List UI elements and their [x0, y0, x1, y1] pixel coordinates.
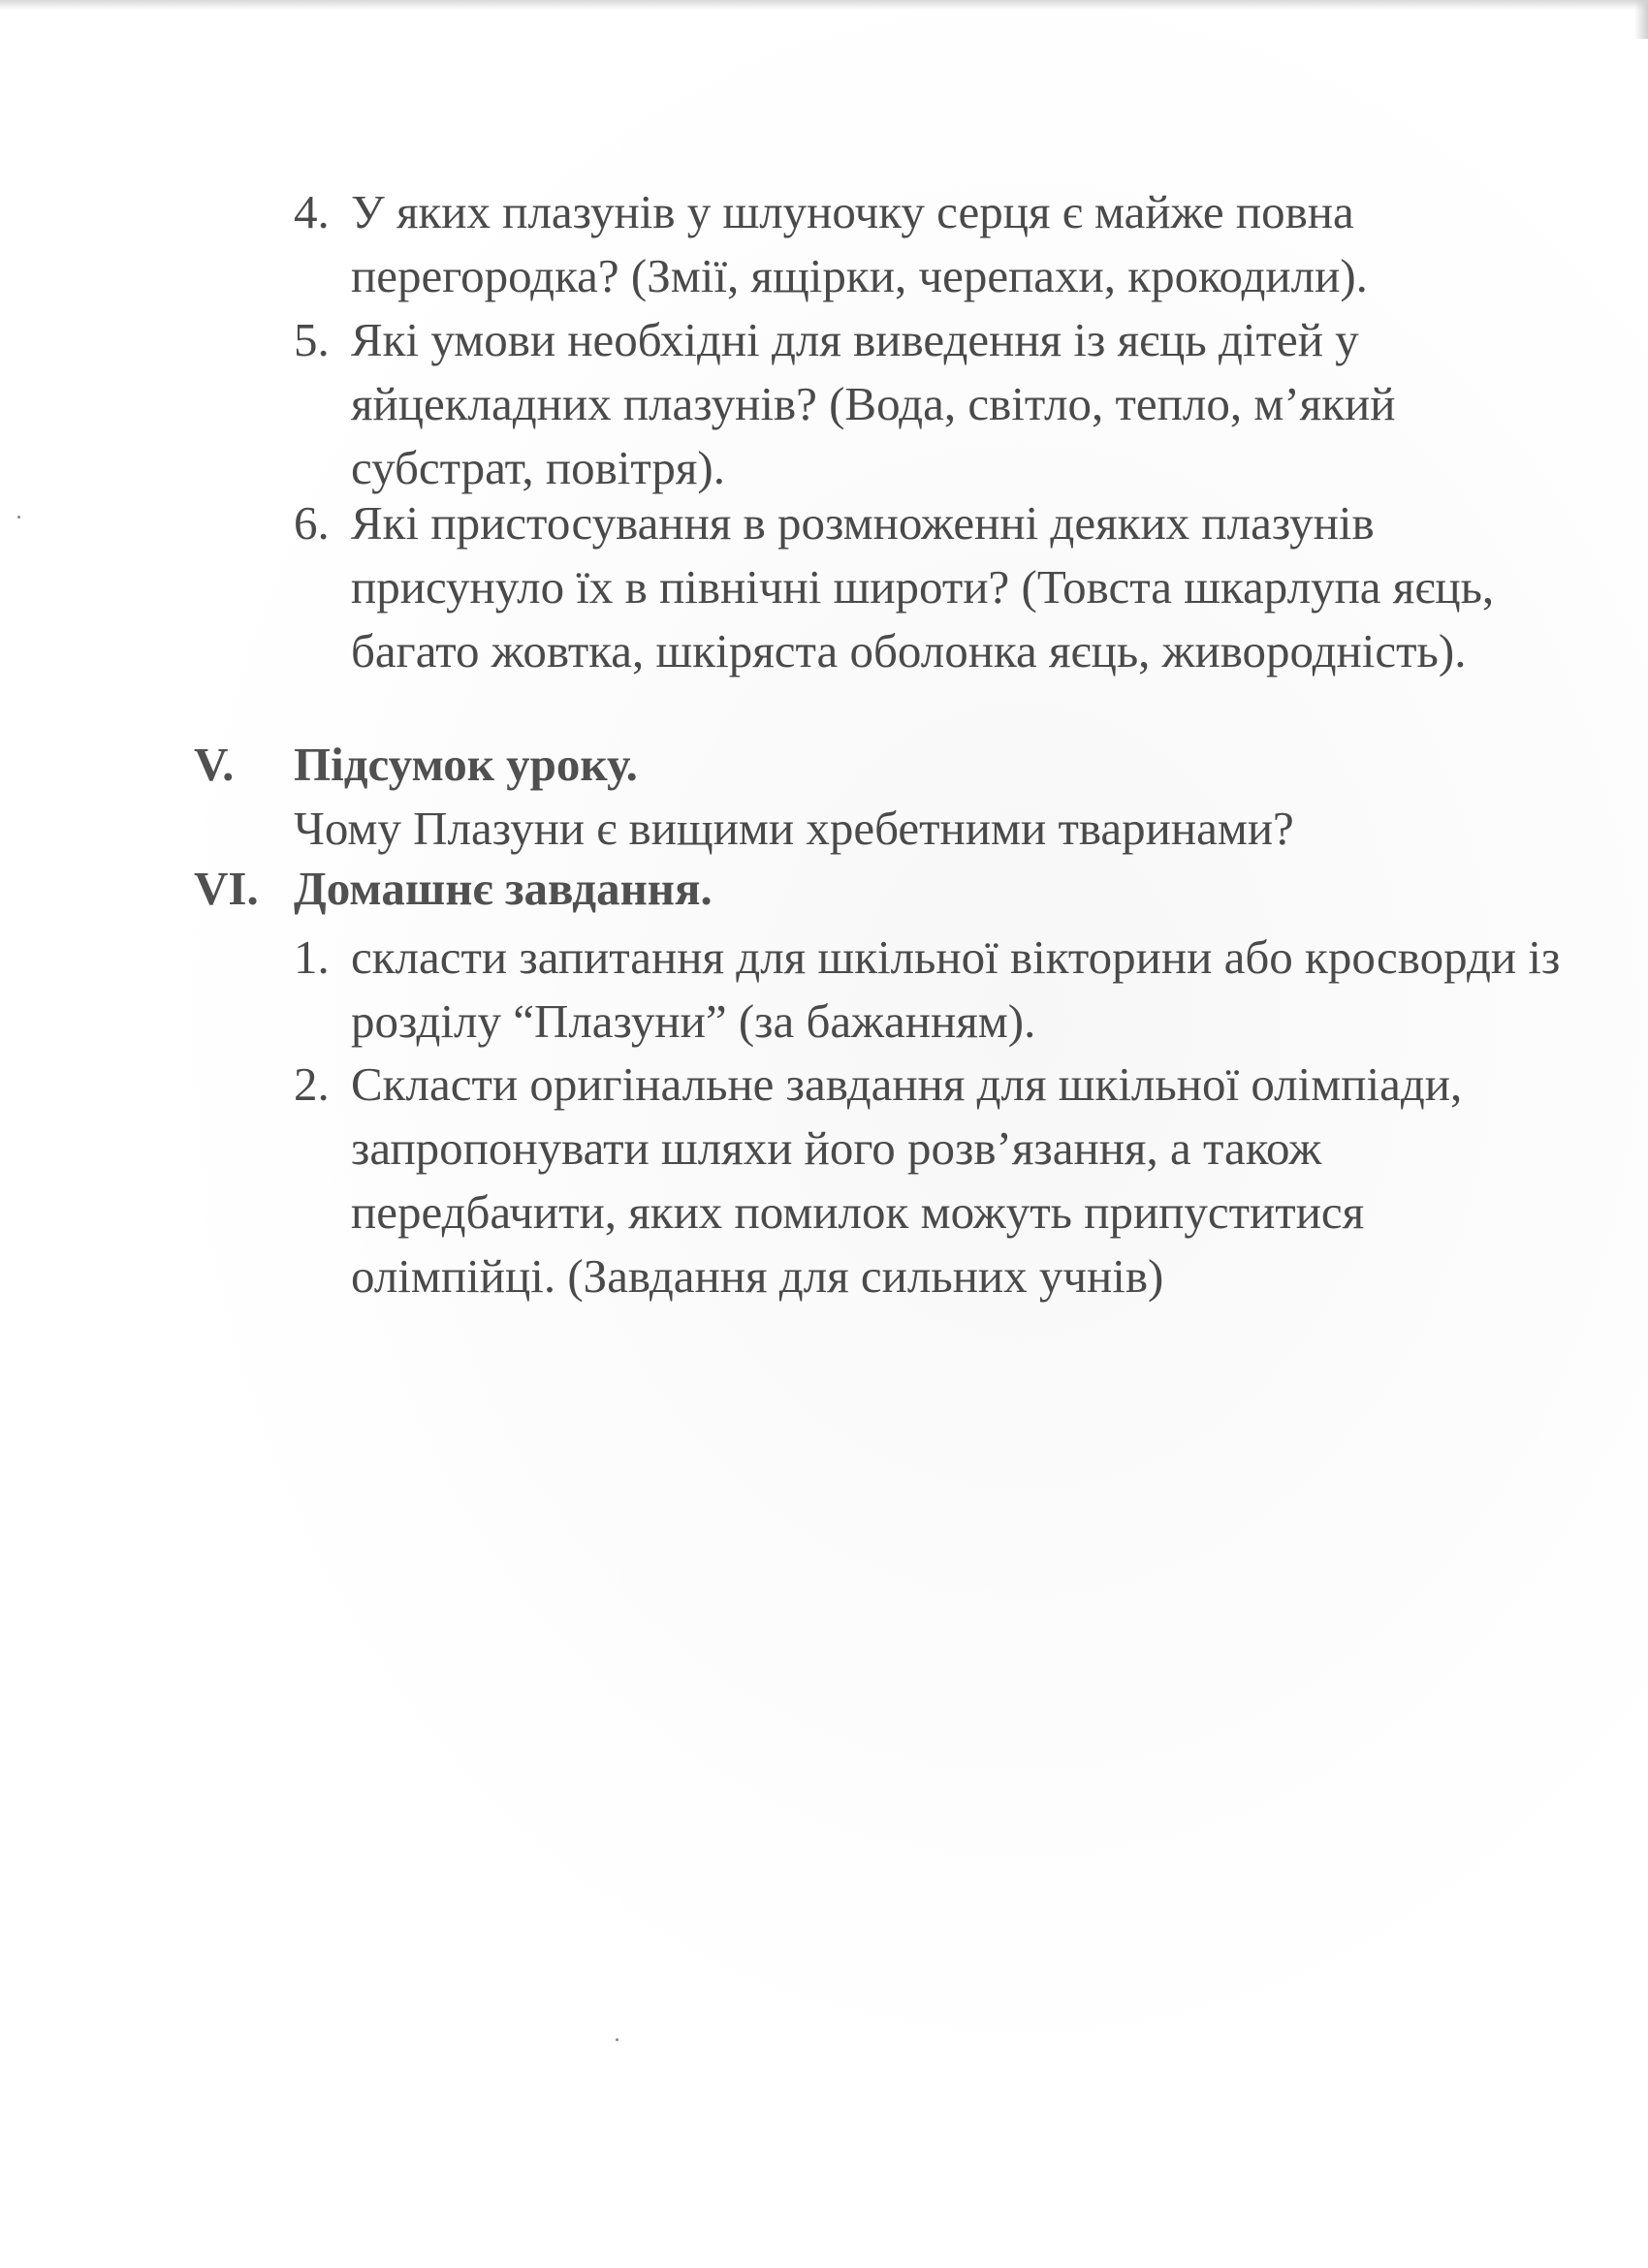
homework-text: скласти запитання для шкільної вікторини або кросворди із розділу “Плазуни” (за бажанням).: [351, 930, 1561, 1048]
homework-number: 2.: [294, 1057, 330, 1111]
summary-text: Чому Плазуни є вищими хребетними тваринами?: [294, 802, 1294, 855]
scan-speck: [17, 516, 20, 519]
section-title: Домашнє завдання.: [294, 862, 713, 915]
question-number: 4.: [294, 185, 330, 238]
question-text: У яких плазунів у шлуночку серця є майже повна перегородка? (Змії, ящірки, черепахи, крокодили).: [351, 185, 1368, 302]
homework-text: Скласти оригінальне завдання для шкільної олімпіади, запропонувати шляхи його розв’язання, а також передбачити, яких помилок можуть припуститися олімпійці. (Завдання для сильних учнів): [351, 1057, 1463, 1303]
question-text: Які умови необхідні для виведення із яєць дітей у яйцекладних плазунів? (Вода, світло, тепло, м’який субстрат, повітря).: [351, 313, 1396, 494]
homework-number: 1.: [294, 930, 330, 984]
question-number: 5.: [294, 313, 330, 366]
scan-speck: [616, 2038, 618, 2041]
section-title: Підсумок уроку.: [294, 738, 638, 791]
section-number: VI.: [194, 862, 259, 915]
question-text: Які пристосування в розмноженні деяких плазунів присунуло їх в північні широти? (Товста шкарлупа яєць, багато жовтка, шкіряста оболонка яєць, живородність).: [351, 496, 1495, 677]
section-number: V.: [194, 738, 235, 791]
scan-edge-shadow: [0, 0, 1648, 10]
question-number: 6.: [294, 496, 330, 550]
scan-corner-shadow: [1634, 0, 1648, 39]
